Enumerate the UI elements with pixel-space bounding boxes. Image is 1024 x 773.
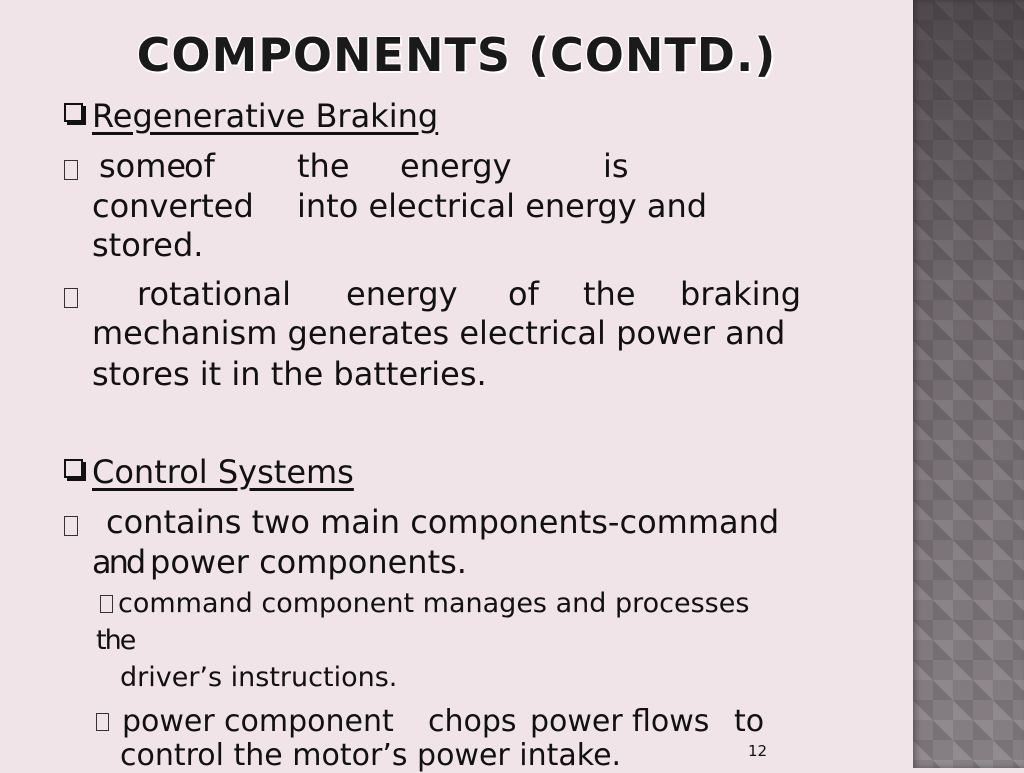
bullet-box-icon <box>96 713 109 731</box>
text-word: power <box>530 704 623 739</box>
text-word: braking <box>680 275 802 313</box>
square-bullet-icon <box>64 459 83 478</box>
text-segment: driver’s instructions. <box>120 662 398 693</box>
text-segment: the <box>96 625 135 656</box>
text-word: chops <box>428 704 517 739</box>
text-word: and <box>92 543 144 581</box>
text-word: of <box>508 275 539 313</box>
page-number: 12 <box>748 742 768 760</box>
text-segment: command component manages and processes <box>118 588 750 619</box>
text-word: flows <box>632 704 710 739</box>
text-word: component <box>224 704 394 739</box>
text-word: energy <box>346 275 458 313</box>
text-word: the <box>583 275 636 313</box>
text-word: to <box>734 704 765 739</box>
bullet-box-icon <box>100 595 113 613</box>
text-word: rotational <box>137 275 291 313</box>
decorative-side-panel <box>913 0 1024 768</box>
slide-title: COMPONENTS (CONTD.) <box>136 28 777 82</box>
text-word: is <box>603 147 629 185</box>
text-segment: stores it in the batteries. <box>92 355 487 393</box>
section-heading-control-systems: Control Systems <box>92 453 354 491</box>
bullet-box-icon <box>64 516 78 536</box>
text-segment: stored. <box>92 226 204 264</box>
text-word: energy <box>400 147 512 185</box>
text-word: power <box>122 704 215 739</box>
text-segment: contains two main components-command <box>106 503 780 541</box>
text-word: of <box>184 147 215 185</box>
square-bullet-icon <box>64 103 83 122</box>
text-word: some <box>99 147 187 185</box>
text-word: converted <box>92 187 254 225</box>
section-heading-regenerative-braking: Regenerative Braking <box>92 97 439 135</box>
bullet-box-icon <box>64 288 78 308</box>
text-segment: power components. <box>150 543 467 581</box>
text-segment: mechanism generates electrical power and <box>92 314 786 352</box>
text-segment: into electrical energy and <box>297 187 708 225</box>
bullet-box-icon <box>64 160 78 180</box>
text-segment: control the motor’s power intake. <box>120 738 622 773</box>
text-word: the <box>297 147 350 185</box>
